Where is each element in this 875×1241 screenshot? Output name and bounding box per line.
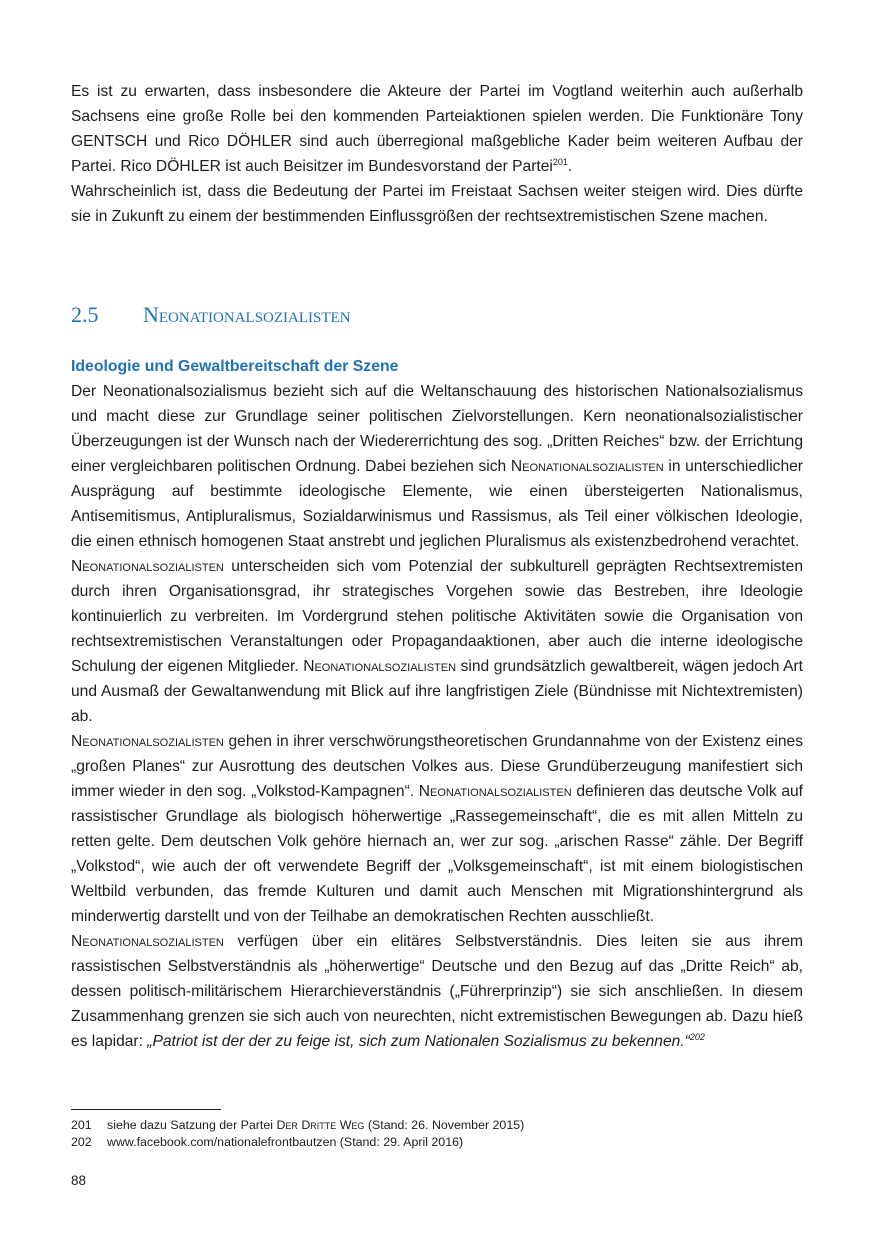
term-neonationalsozialisten: Neonationalsozialisten bbox=[71, 933, 224, 950]
body-paragraph-4 bbox=[71, 929, 803, 1054]
body-paragraph-4-text-a: verfügen über ein elitäres Selbstverständnis. Dies leiten sie aus ihrem rassistischen Selbstverständnis als „höherwertige“ Deutsche und den Bezug auf das „Dritte Reich“ ab, dessen politisch-militärischem Hierarchieverständnis („Führerprinzip“) sie sich anschließen. In diesem Zusammenhang grenzen sie sich auch von neurechten, nicht extremistischen Bewegungen ab. Dazu hieß es lapidar: bbox=[71, 933, 803, 1050]
term-neonationalsozialisten: Neonationalsozialisten bbox=[303, 658, 457, 675]
footnote-link-text: www.facebook.com/nationalefrontbautzen (Stand: 29. April 2016) bbox=[107, 1135, 464, 1149]
footnote-ref-202[interactable]: 202 bbox=[689, 1032, 705, 1042]
term-neonationalsozialisten: Neonationalsozialisten bbox=[71, 733, 224, 750]
body-paragraph-2-text-b: sind grundsätzlich gewaltbereit, wägen jedoch Art und Ausmaß der Gewaltanwendung mit Blick auf ihre langfristigen Ziele (Bündnisse mit Nichtextremisten) ab. bbox=[71, 658, 803, 725]
intro-paragraph-2: Wahrscheinlich ist, dass die Bedeutung der Partei im Freistaat Sachsen weiter steigen wird. Dies dürfte sie in Zukunft zu einem der bestimmenden Einflussgrößen der rechtsextremistischen Szene machen. bbox=[71, 183, 803, 225]
intro-text bbox=[71, 79, 803, 229]
section-title: Neonationalsozialisten bbox=[143, 302, 351, 327]
party-name: Der Dritte Weg bbox=[276, 1118, 365, 1132]
footnote-divider bbox=[71, 1109, 221, 1110]
body-paragraph-1 bbox=[71, 379, 803, 554]
term-neonationalsozialisten: Neonationalsozialisten bbox=[71, 558, 224, 575]
body-paragraph-2-text-a: unterscheiden sich vom Potenzial der subkulturell geprägten Rechtsextremisten durch ihren Organisationsgrad, ihr strategisches Vorgehen sowie das Bestreben, ihre Ideologie kontinuierlich zu verbreiten. Im Vordergrund stehen politische Aktivitäten sowie die Organisation von rechtsextremistischen Veranstaltungen oder Propagandaaktionen, aber auch die interne ideologische Schulung der eigenen Mitglieder. bbox=[71, 558, 803, 675]
body-paragraph-3 bbox=[71, 729, 803, 929]
footnote-ref-201[interactable]: 201 bbox=[552, 157, 568, 167]
footnote-text-end: (Stand: 26. November 2015) bbox=[364, 1118, 525, 1132]
quote: „Patriot ist der der zu feige ist, sich zum Nationalen Sozialismus zu bekennen.“ bbox=[147, 1033, 690, 1050]
term-neonationalsozialisten: Neonationalsozialisten bbox=[418, 783, 572, 800]
intro-paragraph-1 bbox=[71, 79, 803, 179]
body-paragraph-3-text-a: gehen in ihrer verschwörungstheoretischen Grundannahme von der Existenz eines „großen Planes“ zur Ausrottung des deutschen Volkes aus. Diese Grundüberzeugung manifestiert sich immer wieder in den sog. „Volkstod-Kampagnen“. bbox=[71, 733, 803, 800]
body-paragraph-1-text-a: Der Neonationalsozialismus bezieht sich auf die Weltanschauung des historischen Nationalsozialismus und macht diese zur Grundlage seiner politischen Zielvorstellungen. Kern neonationalsozialistischer Überzeugungen ist der Wunsch nach der Wiedererrichtung des sog. „Dritten Reiches“ bzw. der Errichtung einer vergleichbaren politischen Ordnung. Dabei beziehen sich bbox=[71, 383, 803, 475]
body-paragraph-1-text-b: in unterschiedlicher Ausprägung auf bestimmte ideologische Elemente, wie einen übersteigerten Nationalismus, Antisemitismus, Antipluralismus, Sozialdarwinismus und Rassismus, als Teil einer völkischen Ideologie, die einen ethnisch homogenen Staat anstrebt und jeglichen Pluralismus als existenzbedrohend verachtet. bbox=[71, 458, 803, 550]
body-text bbox=[71, 379, 803, 1054]
footnote-number: 202 bbox=[71, 1135, 92, 1149]
footnote-number: 201 bbox=[71, 1118, 92, 1132]
section-number: 2.5 bbox=[71, 302, 99, 327]
intro-paragraph-1-text: Es ist zu erwarten, dass insbesondere die Akteure der Partei im Vogtland weiterhin auch außerhalb Sachsens eine große Rolle bei den kommenden Parteiaktionen spielen werden. Die Funktionäre Tony GENTSCH und Rico DÖHLER sind auch überregional maßgebliche Kader beim weiteren Aufbau der Partei. Rico DÖHLER ist auch Beisitzer im Bundesvorstand der Partei bbox=[71, 83, 803, 175]
subheading: Ideologie und Gewaltbereitschaft der Szene bbox=[71, 358, 399, 375]
intro-paragraph-1-end: . bbox=[567, 158, 573, 175]
footnotes bbox=[71, 1117, 803, 1151]
footnote-202 bbox=[71, 1134, 803, 1151]
body-paragraph-3-text-b: definieren das deutsche Volk auf rassistischer Grundlage als biologisch höherwertige „Rassegemeinschaft“, die es mit allen Mitteln zu retten gelte. Dem deutschen Volk gehöre hiernach an, wer zur sog. „arischen Rasse“ zähle. Der Begriff „Volkstod“, wie auch der oft verwendete Begriff der „Volksgemeinschaft“, ist mit einem biologistischen Weltbild verbunden, das fremde Kulturen und damit auch Menschen mit Migrationshintergrund als minderwertig darstellt und von der Teilhabe an demokratischen Rechten ausschließt. bbox=[71, 783, 804, 925]
section-heading bbox=[71, 300, 803, 330]
footnote-text: siehe dazu Satzung der Partei bbox=[107, 1118, 277, 1132]
body-paragraph-2 bbox=[71, 554, 803, 729]
page-number: 88 bbox=[71, 1173, 87, 1188]
footnote-201 bbox=[71, 1117, 803, 1134]
term-neonationalsozialisten: Neonationalsozialisten bbox=[510, 458, 664, 475]
